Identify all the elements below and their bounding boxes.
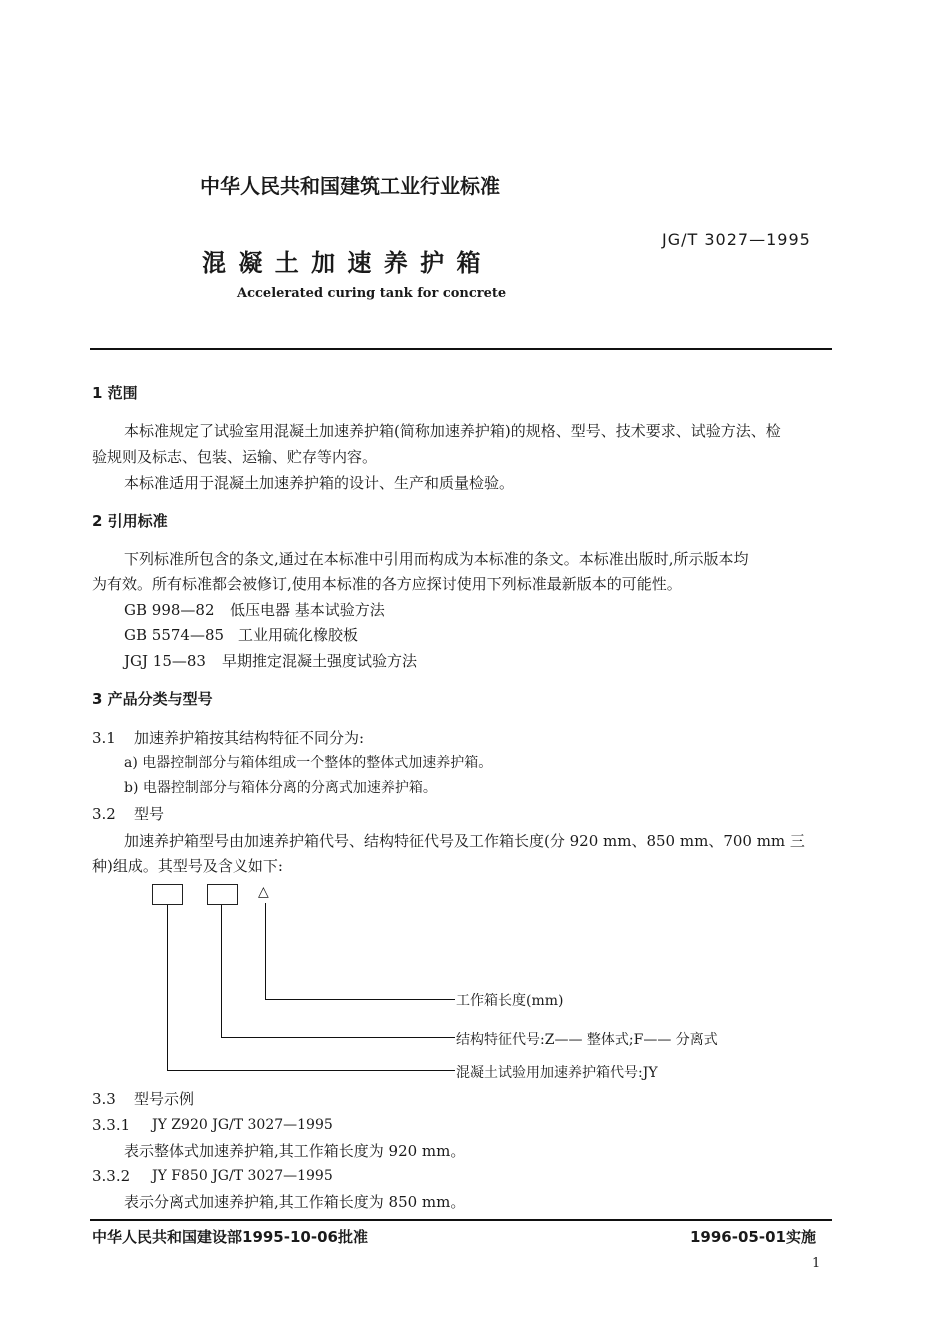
length-marker-triangle: △ <box>258 884 269 900</box>
section-3-heading: 3 产品分类与型号 <box>92 690 213 708</box>
section-3-1-item-b: b) 电器控制部分与箱体分离的分离式加速养护箱。 <box>124 780 437 796</box>
section-3-3-2-example: JY F850 JG/T 3027—1995 <box>152 1168 333 1184</box>
label-structure-code: 结构特征代号:Z—— 整体式;F—— 分离式 <box>456 1032 718 1048</box>
section-1-paragraph-2: 本标准适用于混凝土加速养护箱的设计、生产和质量检验。 <box>124 474 515 492</box>
connector-line <box>265 999 455 1000</box>
section-3-2-paragraph-line-1: 加速养护箱型号由加速养护箱代号、结构特征代号及工作箱长度(分 920 mm、850 mm、700 mm 三 <box>124 832 805 850</box>
section-3-1-item-a: a) 电器控制部分与箱体组成一个整体的整体式加速养护箱。 <box>124 755 493 771</box>
section-1-heading: 1 范围 <box>92 384 138 402</box>
reference-title: 低压电器 基本试验方法 <box>230 601 385 619</box>
reference-code: GB 998—82 <box>124 601 215 619</box>
reference-title: 早期推定混凝土强度试验方法 <box>222 652 418 670</box>
header-divider <box>90 348 832 350</box>
connector-line <box>167 905 168 1071</box>
connector-line <box>167 1070 455 1071</box>
label-tank-code: 混凝土试验用加速养护箱代号:JY <box>456 1065 658 1081</box>
section-3-2-number: 3.2 <box>92 805 116 823</box>
section-3-3-1-description: 表示整体式加速养护箱,其工作箱长度为 920 mm。 <box>124 1142 466 1160</box>
label-working-box-length: 工作箱长度(mm) <box>456 993 564 1009</box>
section-3-3-2-description: 表示分离式加速养护箱,其工作箱长度为 850 mm。 <box>124 1193 466 1211</box>
connector-line <box>265 903 266 1000</box>
page-number: 1 <box>812 1256 821 1271</box>
section-3-3-number: 3.3 <box>92 1090 116 1108</box>
reference-code: GB 5574—85 <box>124 626 225 644</box>
section-3-3-2-number: 3.3.2 <box>92 1167 131 1185</box>
section-3-1-text: 加速养护箱按其结构特征不同分为: <box>134 729 365 747</box>
effective-date: 1996-05-01实施 <box>690 1228 816 1246</box>
section-3-3-1-number: 3.3.1 <box>92 1116 131 1134</box>
structure-code-box <box>207 884 238 905</box>
section-3-3-1-example: JY Z920 JG/T 3027—1995 <box>152 1117 333 1133</box>
standard-code: JG/T 3027—1995 <box>662 230 811 249</box>
approval-statement: 中华人民共和国建设部1995-10-06批准 <box>92 1228 368 1246</box>
document-title-english: Accelerated curing tank for concrete <box>237 286 507 301</box>
connector-line <box>221 1037 455 1038</box>
connector-line <box>221 905 222 1038</box>
reference-code: JGJ 15—83 <box>124 652 206 670</box>
section-1-paragraph-line-1: 本标准规定了试验室用混凝土加速养护箱(简称加速养护箱)的规格、型号、技术要求、试验方法、检 <box>124 422 781 440</box>
document-title: 混 凝 土 加 速 养 护 箱 <box>202 249 483 277</box>
section-1-paragraph-line-2: 验规则及标志、包装、运输、贮存等内容。 <box>92 448 378 466</box>
footer-divider <box>90 1219 832 1221</box>
section-2-paragraph-line-2: 为有效。所有标准都会被修订,使用本标准的各方应探讨使用下列标准最新版本的可能性。 <box>92 575 682 593</box>
section-3-2-title: 型号 <box>134 805 165 823</box>
model-code-box <box>152 884 183 905</box>
reference-title: 工业用硫化橡胶板 <box>238 626 359 644</box>
org-title: 中华人民共和国建筑工业行业标准 <box>200 174 500 198</box>
section-3-2-paragraph-line-2: 种)组成。其型号及含义如下: <box>92 857 283 875</box>
section-3-1-number: 3.1 <box>92 729 116 747</box>
section-3-3-title: 型号示例 <box>134 1090 195 1108</box>
section-2-paragraph-line-1: 下列标准所包含的条文,通过在本标准中引用而构成为本标准的条文。本标准出版时,所示版本均 <box>124 550 749 568</box>
section-2-heading: 2 引用标准 <box>92 512 168 530</box>
